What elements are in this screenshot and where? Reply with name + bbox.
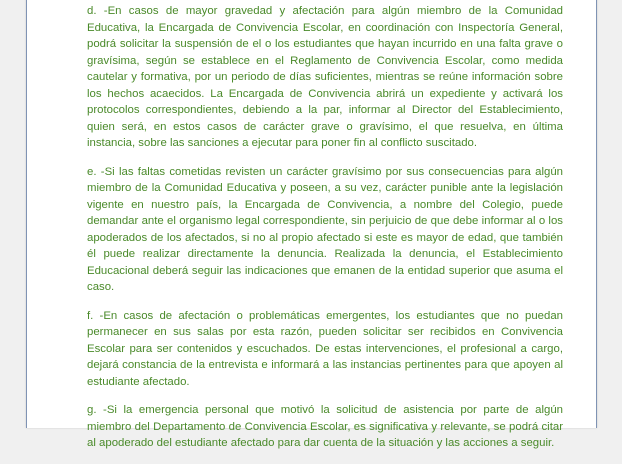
paragraph-g: g. -Si la emergencia personal que motivó la solicitud de asistencia por parte de algún miembro del Departamento de Convivencia Escolar, es significativa y relevante, se podrá citar al apoderado del estudiante afectado para dar cuenta de la situación y las acciones a seguir. xyxy=(87,404,563,449)
paragraph-e: e. -Si las faltas cometidas revisten un carácter gravísimo por sus consecuencias para algún miembro de la Comunidad Educativa y poseen, a su vez, carácter punible ante la legislación vigente en nuestro país, la Encargada de Convivencia, a nombre del Colegio, puede demandar ante el organismo legal correspondiente, sin perjuicio de que debe informar al o los apoderados de los afectados, si no al propio afectado si este es mayor de edad, que también él puede realizar directamente la denuncia. Realizada la denuncia, el Establecimiento Educacional deberá seguir las indicaciones que emanen de la entidad superior que asuma el caso. xyxy=(87,165,563,293)
paragraph-d: d. -En casos de mayor gravedad y afectación para algún miembro de la Comunidad Educativa, la Encargada de Convivencia Escolar, en coordinación con Inspectoría General, podrá solicitar la suspensión de el o los estudiantes que hayan incurrido en una falta grave o gravísima, según se establece en el Reglamento de Convivencia Escolar, como medida cautelar y formativa, por un periodo de días suficientes, mientras se reúne información sobre los hechos acaecidos. La Encargada de Convivencia abrirá un expediente y activará los protocolos correspondientes, debiendo a la par, informar al Director del Establecimiento, quien será, en estos casos de carácter grave o gravísimo, el que resuelva, en última instancia, sobre las sanciones a ejecutar para poner fin al conflicto suscitado. xyxy=(87,5,563,149)
paragraph-f: f. -En casos de afectación o problemáticas emergentes, los estudiantes que no puedan permanecer en sus salas por esta razón, pueden solicitar ser recibidos en Convivencia Escolar para ser contenidos y escuchados. De estas intervenciones, el profesional a cargo, dejará constancia de la entrevista e informará a las instancias pertinentes para que apoyen al estudiante afectado. xyxy=(87,309,563,388)
document-page xyxy=(26,0,597,449)
document-body xyxy=(87,3,563,464)
